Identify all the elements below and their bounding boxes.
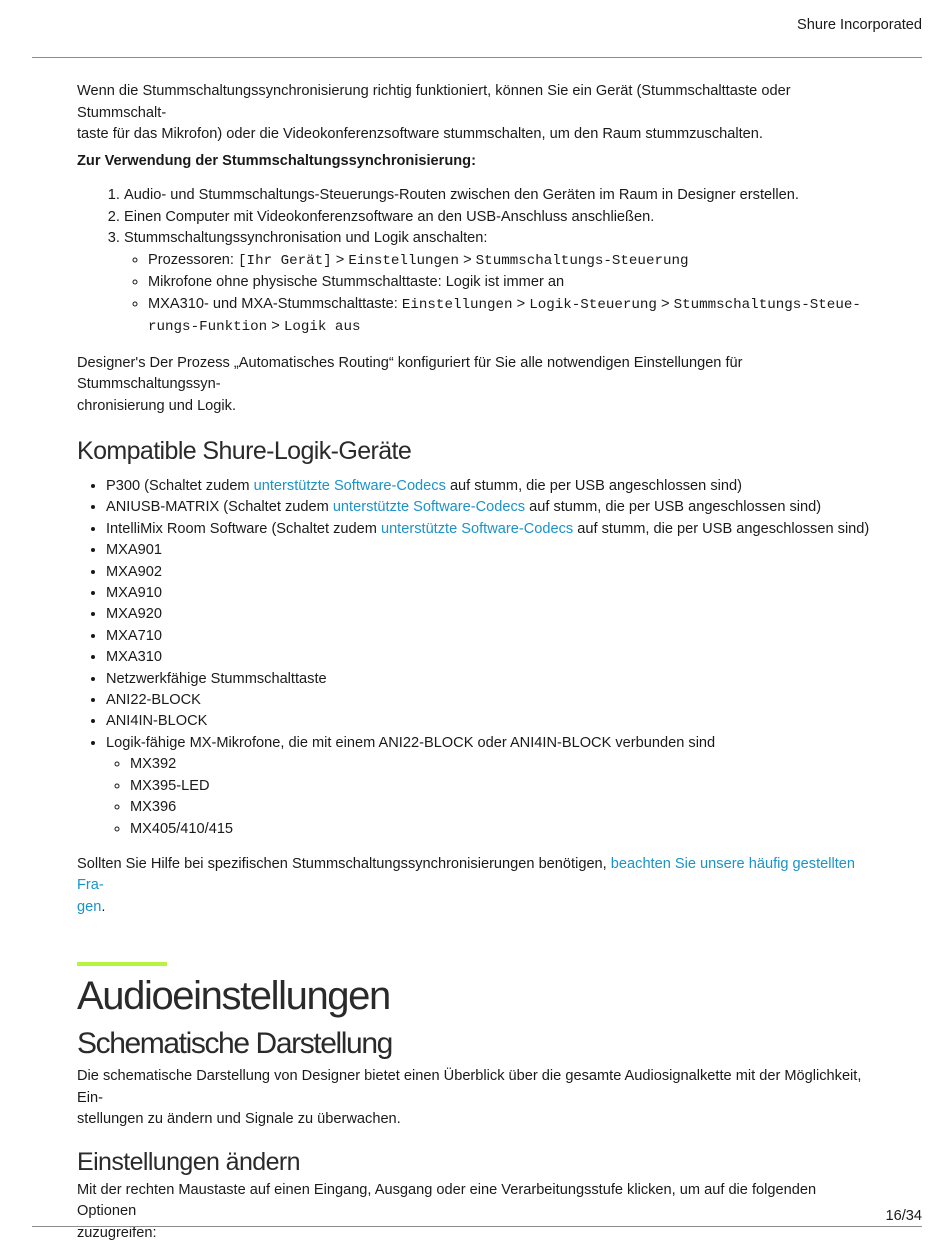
intro-line-1: Wenn die Stummschaltungssynchronisierung richtig funktioniert, können Sie ein Gerät (Stummschalttaste oder Stummschalt- (77, 83, 791, 121)
step-item: 1. Audio- und Stummschaltungs-Steuerungs-Routen zwischen den Geräten im Raum in Designer erstellen. (124, 185, 877, 207)
step-subitem-microphones: ◦ Mikrofone ohne physische Stummschalttaste: Logik ist immer an (148, 272, 877, 294)
list-item: • Logik-fähige MX-Mikrofone, die mit einem ANI22-BLOCK oder ANI4IN-BLOCK verbunden sind ◦ MX392 ◦ MX395-LED ◦ MX396 ◦ MX405/410/415 (106, 733, 877, 840)
compatible-heading: Kompatible Shure-Logik-Geräte (77, 437, 412, 465)
steps-list (77, 185, 877, 339)
audio-settings-title: Audioeinstellungen (77, 974, 390, 1019)
step-item: 2. Einen Computer mit Videokonferenzsoftware an den USB-Anschluss anschließen. (124, 207, 877, 229)
page-content (77, 81, 877, 1244)
list-item: • Netzwerkfähige Stummschalttaste (106, 669, 877, 690)
list-item: • MXA901 (106, 540, 877, 561)
routing-note: Designer's Der Prozess „Automatisches Routing“ konfiguriert für Sie alle notwendigen Einstellungen für Stummschaltungssyn- chronisierung und Logik. (77, 354, 743, 414)
header-rule (32, 57, 922, 58)
list-subitem: ◦ MX392 (130, 754, 877, 775)
list-item: • MXA902 (106, 562, 877, 583)
faq-link[interactable]: beachten Sie unsere häufig gestellten Fra- gen (77, 855, 856, 915)
software-codecs-link[interactable]: unterstützte Software-Codecs (332, 499, 526, 516)
usage-heading: Zur Verwendung der Stummschaltungssynchronisierung: (77, 152, 476, 169)
help-paragraph: Sollten Sie Hilfe bei spezifischen Stummschaltungssynchronisierungen benötigen, beachten Sie unsere häufig gestellten Fra- gen. (77, 855, 856, 915)
step-subitem-mxa310: ◦ MXA310- und MXA-Stummschalttaste: Einstellungen > Logik-Steuerung > Stummschaltungs-Steue- rungs-Funktion > Logik aus (148, 294, 877, 339)
header-company: Shure Incorporated (797, 17, 922, 33)
list-item: • ANI4IN-BLOCK (106, 711, 877, 732)
list-subitem: ◦ MX396 (130, 797, 877, 818)
list-subitem: ◦ MX405/410/415 (130, 819, 877, 840)
schematic-description: Die schematische Darstellung von Designer bietet einen Überblick über die gesamte Audiosignalkette mit der Möglichkeit, Ein- stellungen zu ändern und Signale zu überwachen. (77, 1068, 862, 1128)
change-settings-description: Mit der rechten Maustaste auf einen Eingang, Ausgang oder eine Verarbeitungsstufe klicken, um auf die folgenden Optionen zuzugreifen: (77, 1181, 817, 1241)
intro-paragraph (77, 81, 877, 146)
list-item: • MXA910 (106, 583, 877, 604)
mx-microphones-sublist (106, 754, 877, 840)
list-item: • MXA310 (106, 647, 877, 668)
step-subitem-processors: ◦ Prozessoren: [Ihr Gerät] > Einstellungen > Stummschaltungs-Steuerung (148, 250, 877, 273)
change-settings-heading: Einstellungen ändern (77, 1147, 300, 1176)
page-number: 16/34 (885, 1208, 922, 1224)
list-item: • ANIUSB-MATRIX (Schaltet zudem unterstützte Software-Codecs auf stumm, die per USB angeschlossen sind) (106, 497, 877, 518)
list-item: • MXA920 (106, 604, 877, 625)
schematic-heading: Schematische Darstellung (77, 1027, 392, 1061)
software-codecs-link[interactable]: unterstützte Software-Codecs (380, 520, 574, 537)
step-sublist (124, 250, 877, 339)
list-item: • ANI22-BLOCK (106, 690, 877, 711)
list-item: • MXA710 (106, 626, 877, 647)
list-item: • P300 (Schaltet zudem unterstützte Software-Codecs auf stumm, die per USB angeschlossen sind) (106, 476, 877, 497)
intro-line-2: taste für das Mikrofon) oder die Videokonferenzsoftware stummschalten, um den Raum stummzuschalten. (77, 126, 763, 142)
section-accent-bar (77, 962, 167, 966)
list-subitem: ◦ MX395-LED (130, 776, 877, 797)
footer-rule (32, 1226, 922, 1227)
step-item: 3. Stummschaltungssynchronisation und Logik anschalten: ◦ Prozessoren: [Ihr Gerät] > Einstellungen > Stummschaltungs-Steuerung ◦ Mikrofone ohne physische Stummschalttaste: Logik ist immer an ◦ MXA310- und MXA-Stummschalttaste: Einstellungen > Logik-Steuerung > Stummschaltungs-Steue- rungs-Funktion > Logik aus (124, 228, 877, 339)
list-item: • IntelliMix Room Software (Schaltet zudem unterstützte Software-Codecs auf stumm, die per USB angeschlossen sind) (106, 519, 877, 540)
software-codecs-link[interactable]: unterstützte Software-Codecs (253, 478, 446, 494)
compatible-devices-list (77, 476, 877, 840)
